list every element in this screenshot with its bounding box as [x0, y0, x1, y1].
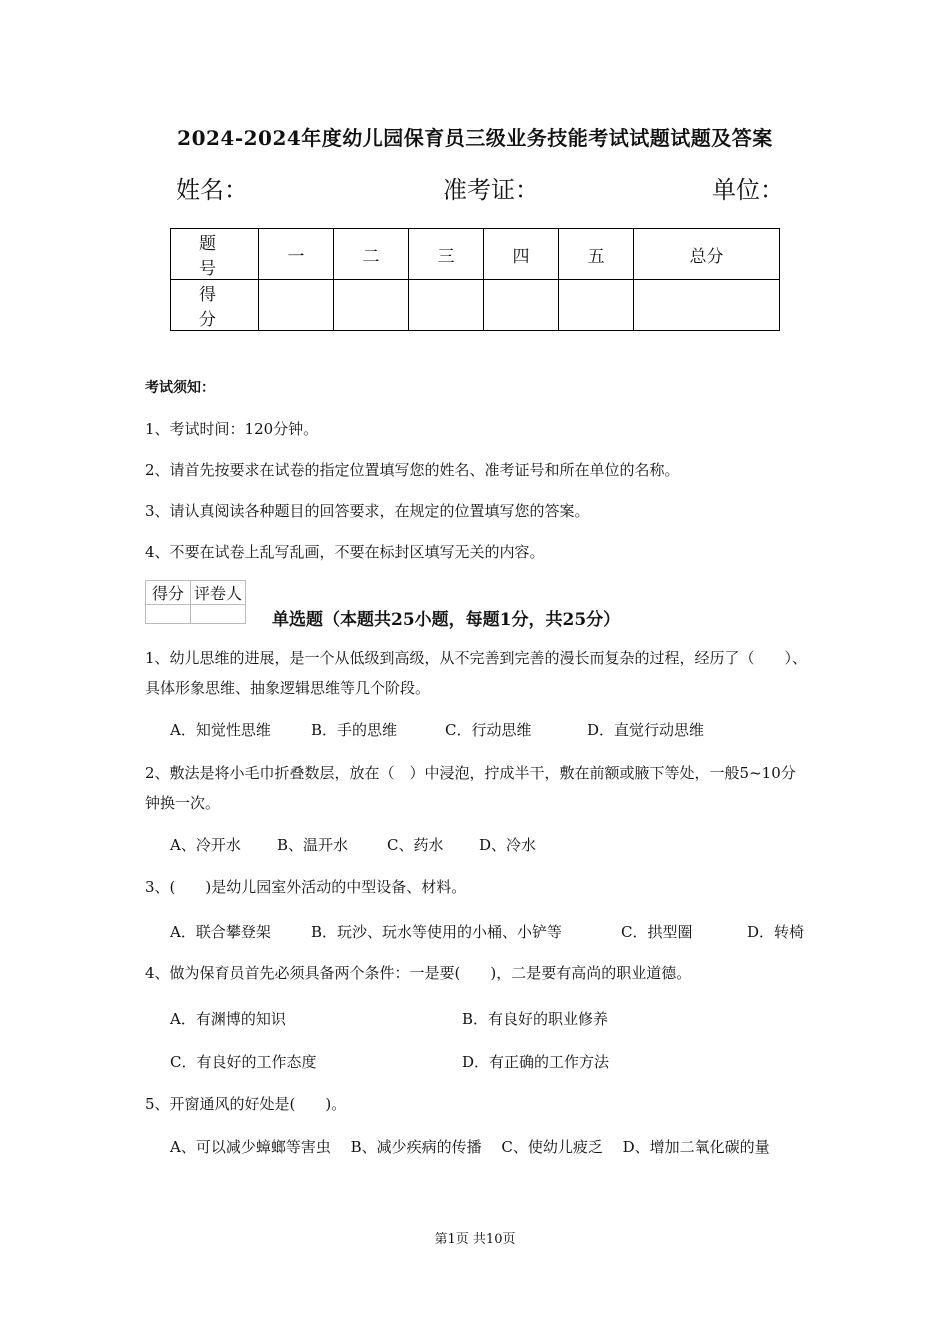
score-table-cell: 一 [259, 229, 334, 280]
score-table [170, 228, 780, 331]
option[interactable]: C．拱型圈 [621, 923, 693, 941]
score-table-cell: 三 [409, 229, 484, 280]
question-text: 4、做为保育员首先必须具备两个条件：一是要( )，二是要有高尚的职业道德。 [145, 964, 692, 982]
grader-score-cell[interactable] [146, 605, 191, 624]
score-table-cell: 总分 [634, 229, 780, 280]
score-input-cell[interactable] [559, 280, 634, 331]
notice-item: 1、考试时间：120分钟。 [145, 420, 319, 438]
score-table-cell: 二 [334, 229, 409, 280]
option[interactable]: B．玩沙、玩水等使用的小桶、小铲等 [311, 923, 563, 941]
option[interactable]: B．有良好的职业修养 [462, 1010, 609, 1028]
question-text: 5、开窗通风的好处是( )。 [145, 1095, 347, 1113]
grader-score-label: 得分 [146, 581, 191, 605]
option[interactable]: C．有良好的工作态度 [170, 1053, 317, 1071]
option[interactable]: C、药水 [387, 836, 444, 854]
score-table-header-row [171, 229, 780, 280]
option[interactable]: D．有正确的工作方法 [462, 1053, 610, 1071]
unit-field-label: 单位： [712, 176, 784, 204]
option[interactable]: B、温开水 [277, 836, 349, 854]
score-table-cell: 四 [484, 229, 559, 280]
score-table-score-row [171, 280, 780, 331]
option[interactable]: A．联合攀登架 [170, 923, 271, 941]
option[interactable]: A、冷开水 [170, 836, 241, 854]
notice-title: 考试须知： [145, 380, 215, 396]
name-field-label: 姓名： [176, 176, 248, 204]
grader-table [145, 580, 246, 624]
notice-item: 4、不要在试卷上乱写乱画，不要在标封区填写无关的内容。 [145, 543, 545, 561]
document-title: 2024-2024年度幼儿园保育员三级业务技能考试试题试题及答案 [177, 126, 773, 150]
score-input-cell[interactable] [409, 280, 484, 331]
option[interactable]: D、冷水 [479, 836, 537, 854]
grader-name-cell[interactable] [191, 605, 246, 624]
exam-id-field-label: 准考证： [443, 176, 539, 204]
question-text: 3、( )是幼儿园室外活动的中型设备、材料。 [145, 878, 467, 896]
option[interactable]: B．手的思维 [311, 721, 398, 739]
notice-item: 2、请首先按要求在试卷的指定位置填写您的姓名、准考证号和所在单位的名称。 [145, 461, 680, 479]
score-input-cell[interactable] [259, 280, 334, 331]
option[interactable]: D．转椅 [747, 923, 805, 941]
grader-label: 评卷人 [191, 581, 246, 605]
option[interactable]: C．行动思维 [445, 721, 532, 739]
score-table-cell: 五 [559, 229, 634, 280]
question-text: 2、敷法是将小毛巾折叠数层，放在（ ）中浸泡，拧成半干，敷在前额或腋下等处，一般5~10分钟换一次。 [145, 764, 796, 812]
score-input-cell[interactable] [634, 280, 780, 331]
section-title: 单选题（本题共25小题，每题1分，共25分） [272, 610, 621, 630]
notice-item: 3、请认真阅读各种题目的回答要求，在规定的位置填写您的答案。 [145, 502, 590, 520]
score-table-cell: 题 号 [171, 229, 259, 280]
score-input-cell[interactable] [334, 280, 409, 331]
score-table-cell: 得 分 [171, 280, 259, 331]
option[interactable]: D．直觉行动思维 [587, 721, 705, 739]
page-footer: 第1页 共10页 [434, 1232, 516, 1247]
question-text: 1、幼儿思维的进展，是一个从低级到高级，从不完善到完善的漫长而复杂的过程，经历了（ ）、具体形象思维、抽象逻辑思维等几个阶段。 [145, 649, 808, 697]
option-line[interactable]: A、可以减少蟑螂等害虫 B、减少疾病的传播 C、使幼儿疲乏 D、增加二氧化碳的量 [170, 1138, 770, 1156]
option[interactable]: A．知觉性思维 [170, 721, 271, 739]
option[interactable]: A．有渊博的知识 [170, 1010, 286, 1028]
score-input-cell[interactable] [484, 280, 559, 331]
